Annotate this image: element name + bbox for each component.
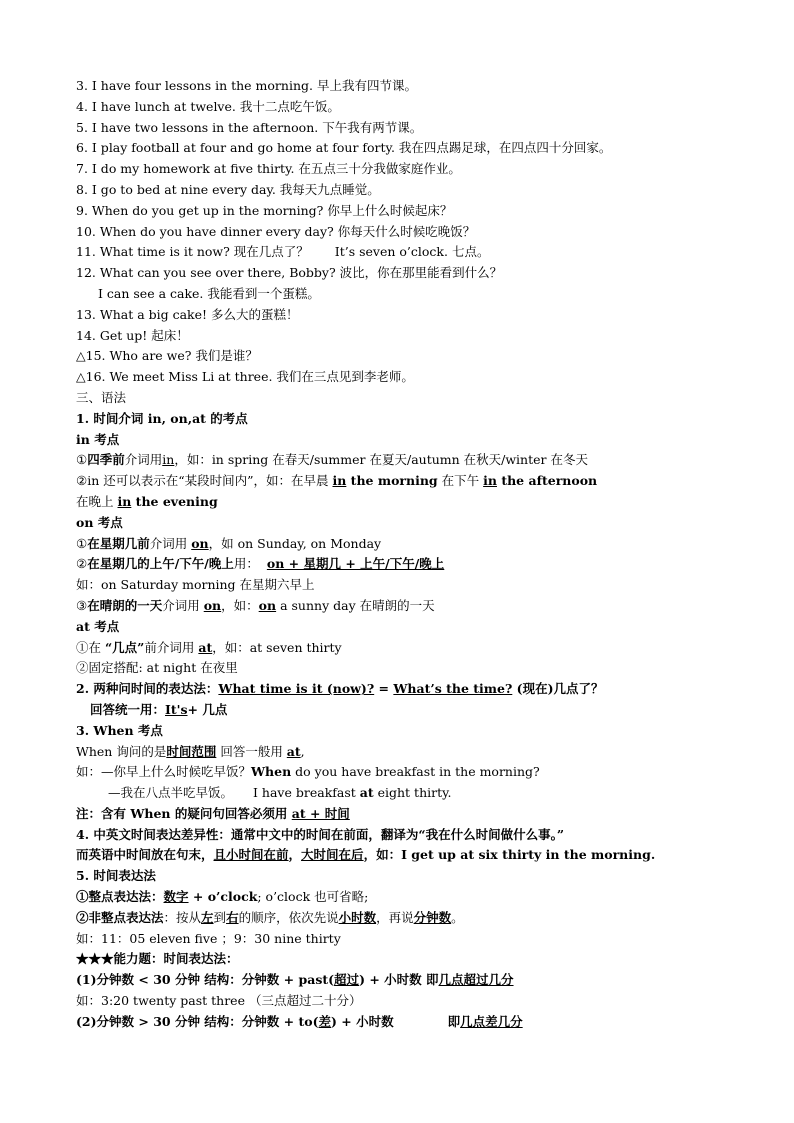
grammar-3-title: 3. When 考点 xyxy=(76,722,163,738)
sentence-5: 5. I have two lessons in the afternoon. 下午我有两节课。 xyxy=(76,119,423,135)
sentence-4: 4. I have lunch at twelve. 我十二点吃午饭。 xyxy=(76,98,340,114)
when-point-1: When 询问的是时间范围 回答一般用 at, xyxy=(76,743,305,759)
on-point-3: ③在晴朗的一天介词用 on，如：on a sunny day 在晴朗的一天 xyxy=(76,597,435,613)
on-point-2: ②在星期几的上午/下午/晚上用： on + 星期几 + 上午/下午/晚上 xyxy=(76,556,445,572)
on-point-1: ①在星期几前介词用 on，如 on Sunday, on Monday xyxy=(76,535,382,551)
when-example-question: 如：—你早上什么时候吃早饭？When do you have breakfast in the morning? xyxy=(76,764,540,780)
sentence-15: △15. Who are we? 我们是谁？ xyxy=(76,348,258,364)
ability-question-title: ★★★能力题：时间表达法： xyxy=(76,951,239,967)
on-point-2-example: 如：on Saturday morning 在星期六早上 xyxy=(76,577,315,593)
sentence-14: 14. Get up! 起床！ xyxy=(76,327,189,343)
in-point-2: ②in 还可以表示在“某段时间内”，如：在早晨 in the morning 在下午 in the afternoon xyxy=(76,473,598,489)
grammar-1-title: 1. 时间介词 in, on,at 的考点 xyxy=(76,410,248,426)
time-non-whole-hour: ②非整点表达法：按从左到右的顺序，依次先说小时数，再说分钟数。 xyxy=(76,909,464,925)
in-point-1: ①四季前介词用in，如：in spring 在春天/summer 在夏天/autumn 在秋天/winter 在冬天 xyxy=(76,452,588,468)
at-heading: at 考点 xyxy=(76,618,120,634)
sentence-6: 6. I play football at four and go home at four forty. 我在四点踢足球，在四点四十分回家。 xyxy=(76,140,612,156)
at-point-2: ②固定搭配: at night 在夜里 xyxy=(76,660,238,676)
when-example-answer: —我在八点半吃早饭。 I have breakfast at eight thirty. xyxy=(108,785,452,801)
grammar-4-line-2: 而英语中时间放在句末，且小时间在前，大时间在后，如：I get up at six thirty in the morning. xyxy=(76,847,656,863)
past-structure: (1)分钟数 < 30 分钟 结构：分钟数 + past(超过) + 小时数 即几点超过几分 xyxy=(76,972,514,988)
sentence-12: 12. What can you see over there, Bobby? 波比，你在那里能看到什么？ xyxy=(76,265,503,281)
sentence-13: 13. What a big cake! 多么大的蛋糕！ xyxy=(76,306,299,322)
sentence-3: 3. I have four lessons in the morning. 早上我有四节课。 xyxy=(76,78,417,93)
sentence-7: 7. I do my homework at five thirty. 在五点三十分我做家庭作业。 xyxy=(76,161,461,177)
grammar-2-question-forms: 2. 两种问时间的表达法：What time is it (now)? = What’s the time? (现在)几点了？ xyxy=(76,681,604,697)
in-heading: in 考点 xyxy=(76,431,120,447)
at-point-1: ①在 “几点”前介词用 at，如：at seven thirty xyxy=(76,639,342,655)
on-heading: on 考点 xyxy=(76,514,123,530)
document-page xyxy=(76,76,766,1033)
sentence-10: 10. When do you have dinner every day? 你每天什么时候吃晚饭？ xyxy=(76,223,476,239)
in-point-3: 在晚上 in the evening xyxy=(76,493,218,509)
grammar-2-answer: 回答统一用：It's+ 几点 xyxy=(90,701,228,717)
past-example: 如：3:20 twenty past three （三点超过二十分） xyxy=(76,993,362,1009)
time-example: 如：11：05 eleven five ；9：30 nine thirty xyxy=(76,930,341,946)
grammar-5-title: 5. 时间表达法 xyxy=(76,868,156,884)
sentence-11-question: 11. What time is it now? 现在几点了？ xyxy=(76,244,309,260)
sentence-11 xyxy=(76,242,766,263)
sentence-16: △16. We meet Miss Li at three. 我们在三点见到李老师。 xyxy=(76,369,414,385)
when-note: 注：含有 When 的疑问句回答必须用 at + 时间 xyxy=(76,805,350,821)
to-structure: (2)分钟数 > 30 分钟 结构：分钟数 + to(差) + 小时数 即几点差几分 xyxy=(76,1013,523,1029)
sentence-8: 8. I go to bed at nine every day. 我每天九点睡觉。 xyxy=(76,181,380,197)
sentence-12-answer: I can see a cake. 我能看到一个蛋糕。 xyxy=(98,285,320,301)
section-heading-grammar: 三、语法 xyxy=(76,389,127,405)
time-whole-hour: ①整点表达法：数字 + o’clock; o’clock 也可省略; xyxy=(76,889,369,905)
grammar-4-line-1: 4. 中英文时间表达差异性：通常中文中的时间在前面，翻译为“我在什么时间做什么事。” xyxy=(76,826,565,842)
sentence-9: 9. When do you get up in the morning? 你早上什么时候起床？ xyxy=(76,202,453,218)
sentence-11-answer: It’s seven o’clock. 七点。 xyxy=(334,244,490,260)
